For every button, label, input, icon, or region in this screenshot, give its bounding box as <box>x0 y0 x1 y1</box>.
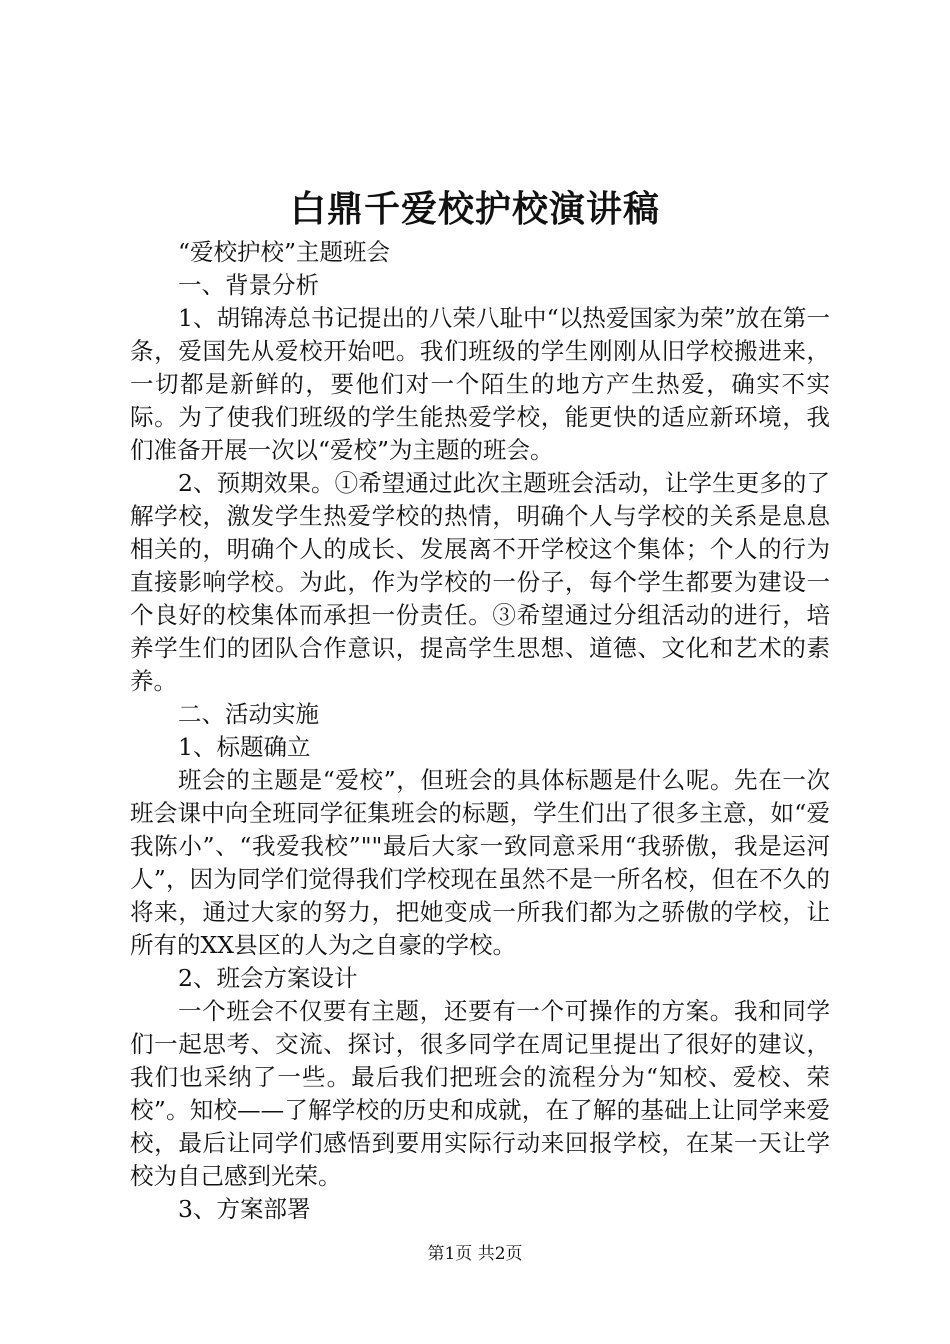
paragraph: 2、预期效果。①希望通过此次主题班会活动，让学生更多的了解学校，激发学生热爱学校的热情，明确个人与学校的关系是息息相关的，明确个人的成长、发展离不开学校这个集体；个人的行为直接影响学校。为此，作为学校的一份子，每个学生都要为建设一个良好的校集体而承担一份责任。③希望通过分组活动的进行，培养学生们的团队合作意识，提高学生思想、道德、文化和艺术的素养。 <box>130 469 830 695</box>
document-title: 白鼎千爱校护校演讲稿 <box>289 188 660 230</box>
paragraph-subtitle: “爱校护校”主题班会 <box>178 238 391 266</box>
paragraph-heading-implementation: 二、活动实施 <box>178 700 319 728</box>
paragraph-subheading: 1、标题确立 <box>178 733 311 761</box>
paragraph: 一个班会不仅要有主题，还要有一个可操作的方案。我和同学们一起思考、交流、探讨，很多同学在周记里提出了很好的建议，我们也采纳了一些。最后我们把班会的流程分为“知校、爱校、荣校”。知校——了解学校的历史和成就，在了解的基础上让同学来爱校，最后让同学们感悟到要用实际行动来回报学校，在某一天让学校为自己感到光荣。 <box>130 997 830 1190</box>
page-number-footer: 第1页 共2页 <box>427 1244 523 1264</box>
paragraph: 班会的主题是“爱校”，但班会的具体标题是什么呢。先在一次班会课中向全班同学征集班会的标题，学生们出了很多主意，如“爱我陈小”、“我爱我校”""最后大家一致同意采用“我骄傲，我是运河人”，因为同学们觉得我们学校现在虽然不是一所名校，但在不久的将来，通过大家的努力，把她变成一所我们都为之骄傲的学校，让所有的XX县区的人为之自豪的学校。 <box>130 766 830 959</box>
paragraph: 1、胡锦涛总书记提出的八荣八耻中“以热爱国家为荣”放在第一条，爱国先从爱校开始吧。我们班级的学生刚刚从旧学校搬进来，一切都是新鲜的，要他们对一个陌生的地方产生热爱，确实不实际。为了使我们班级的学生能热爱学校，能更快的适应新环境，我们准备开展一次以“爱校”为主题的班会。 <box>130 304 830 464</box>
document-body <box>130 236 830 1226</box>
paragraph-subheading: 3、方案部署 <box>178 1195 311 1223</box>
paragraph-subheading: 2、班会方案设计 <box>178 964 358 992</box>
paragraph-heading-background: 一、背景分析 <box>178 271 319 299</box>
